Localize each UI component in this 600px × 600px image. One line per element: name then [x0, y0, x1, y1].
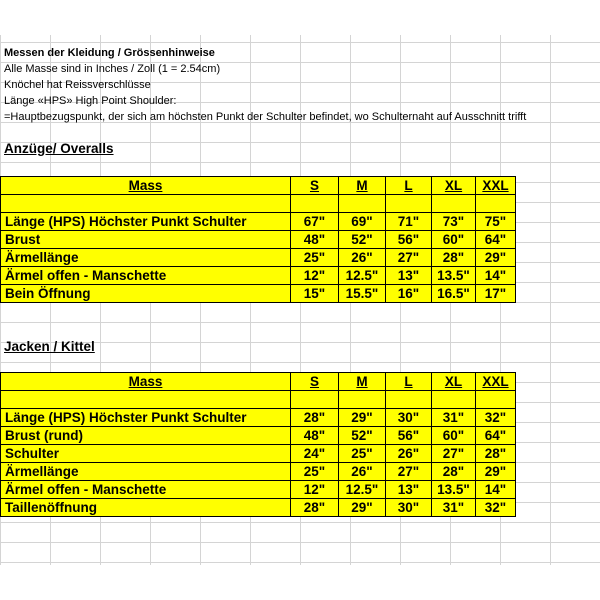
intro-line: Knöchel hat Reissverschlüsse [4, 79, 151, 91]
table-row [1, 213, 516, 231]
row-label: Ärmel offen - Manschette [1, 481, 291, 499]
size-value-cell: 26" [339, 463, 386, 481]
size-value-cell: 17" [476, 285, 516, 303]
size-value-cell: 69" [339, 213, 386, 231]
blank-cell [432, 391, 476, 409]
size-value-cell: 75" [476, 213, 516, 231]
size-value-cell: 13" [386, 481, 432, 499]
row-label: Taillenöffnung [1, 499, 291, 517]
row-label: Schulter [1, 445, 291, 463]
size-value-cell: 25" [339, 445, 386, 463]
row-label: Ärmellänge [1, 249, 291, 267]
size-value-cell: 32" [476, 499, 516, 517]
size-value-cell: 56" [386, 231, 432, 249]
row-label: Brust [1, 231, 291, 249]
header-size-s: S [291, 177, 339, 195]
size-value-cell: 28" [476, 445, 516, 463]
size-value-cell: 26" [386, 445, 432, 463]
size-value-cell: 27" [432, 445, 476, 463]
header-size-xl: XL [432, 177, 476, 195]
header-size-s: S [291, 373, 339, 391]
blank-cell [386, 391, 432, 409]
size-value-cell: 24" [291, 445, 339, 463]
size-table [0, 372, 516, 517]
blank-cell [291, 391, 339, 409]
header-size-l: L [386, 177, 432, 195]
blank-cell [1, 195, 291, 213]
size-value-cell: 25" [291, 463, 339, 481]
size-value-cell: 32" [476, 409, 516, 427]
blank-cell [476, 195, 516, 213]
table-row [1, 249, 516, 267]
table-header-row [1, 373, 516, 391]
table-row [1, 445, 516, 463]
size-table [0, 176, 516, 303]
size-value-cell: 28" [291, 409, 339, 427]
header-size-m: M [339, 373, 386, 391]
section-title-jackets: Jacken / Kittel [4, 339, 95, 354]
header-size-xxl: XXL [476, 373, 516, 391]
table-row [1, 427, 516, 445]
intro-title: Messen der Kleidung / Grössenhinweise [4, 47, 215, 59]
size-value-cell: 29" [476, 463, 516, 481]
header-size-l: L [386, 373, 432, 391]
blank-cell [1, 391, 291, 409]
size-value-cell: 12.5" [339, 481, 386, 499]
header-size-m: M [339, 177, 386, 195]
size-value-cell: 12" [291, 481, 339, 499]
size-value-cell: 13" [386, 267, 432, 285]
size-value-cell: 12.5" [339, 267, 386, 285]
blank-cell [386, 195, 432, 213]
size-value-cell: 29" [476, 249, 516, 267]
size-value-cell: 52" [339, 427, 386, 445]
size-value-cell: 28" [432, 463, 476, 481]
blank-cell [291, 195, 339, 213]
size-value-cell: 16" [386, 285, 432, 303]
size-value-cell: 64" [476, 427, 516, 445]
header-size-xxl: XXL [476, 177, 516, 195]
table-row [1, 499, 516, 517]
table-header-row [1, 177, 516, 195]
size-value-cell: 13.5" [432, 267, 476, 285]
size-value-cell: 71" [386, 213, 432, 231]
row-label: Bein Öffnung [1, 285, 291, 303]
size-value-cell: 30" [386, 499, 432, 517]
size-value-cell: 15.5" [339, 285, 386, 303]
blank-row [1, 391, 516, 409]
size-value-cell: 27" [386, 463, 432, 481]
row-label: Ärmel offen - Manschette [1, 267, 291, 285]
row-label: Länge (HPS) Höchster Punkt Schulter [1, 213, 291, 231]
table-row [1, 409, 516, 427]
size-value-cell: 13.5" [432, 481, 476, 499]
size-value-cell: 31" [432, 409, 476, 427]
size-value-cell: 25" [291, 249, 339, 267]
size-value-cell: 12" [291, 267, 339, 285]
size-value-cell: 27" [386, 249, 432, 267]
row-label: Brust (rund) [1, 427, 291, 445]
size-value-cell: 28" [432, 249, 476, 267]
intro-line: Länge «HPS» High Point Shoulder: [4, 95, 177, 107]
size-value-cell: 30" [386, 409, 432, 427]
blank-cell [339, 391, 386, 409]
size-value-cell: 48" [291, 231, 339, 249]
size-value-cell: 29" [339, 409, 386, 427]
blank-cell [476, 391, 516, 409]
size-value-cell: 14" [476, 481, 516, 499]
size-value-cell: 15" [291, 285, 339, 303]
size-value-cell: 60" [432, 231, 476, 249]
table-row [1, 267, 516, 285]
table-row [1, 231, 516, 249]
size-value-cell: 60" [432, 427, 476, 445]
intro-line: =Hauptbezugspunkt, der sich am höchsten Punkt der Schulter befindet, wo Schulternaht auf Ausschnitt trifft [4, 111, 527, 123]
blank-row [1, 195, 516, 213]
size-value-cell: 73" [432, 213, 476, 231]
table-row [1, 463, 516, 481]
size-value-cell: 29" [339, 499, 386, 517]
row-label: Ärmellänge [1, 463, 291, 481]
size-value-cell: 48" [291, 427, 339, 445]
size-value-cell: 28" [291, 499, 339, 517]
spreadsheet-sheet [0, 35, 600, 565]
size-value-cell: 16.5" [432, 285, 476, 303]
header-mass: Mass [1, 373, 291, 391]
table-row [1, 285, 516, 303]
size-value-cell: 14" [476, 267, 516, 285]
header-size-xl: XL [432, 373, 476, 391]
size-value-cell: 64" [476, 231, 516, 249]
blank-cell [339, 195, 386, 213]
size-value-cell: 67" [291, 213, 339, 231]
row-label: Länge (HPS) Höchster Punkt Schulter [1, 409, 291, 427]
header-mass: Mass [1, 177, 291, 195]
size-value-cell: 31" [432, 499, 476, 517]
size-value-cell: 26" [339, 249, 386, 267]
size-value-cell: 52" [339, 231, 386, 249]
blank-cell [432, 195, 476, 213]
intro-line: Alle Masse sind in Inches / Zoll (1 = 2.54cm) [4, 63, 221, 75]
section-title-overalls: Anzüge/ Overalls [4, 141, 114, 156]
table-row [1, 481, 516, 499]
size-value-cell: 56" [386, 427, 432, 445]
